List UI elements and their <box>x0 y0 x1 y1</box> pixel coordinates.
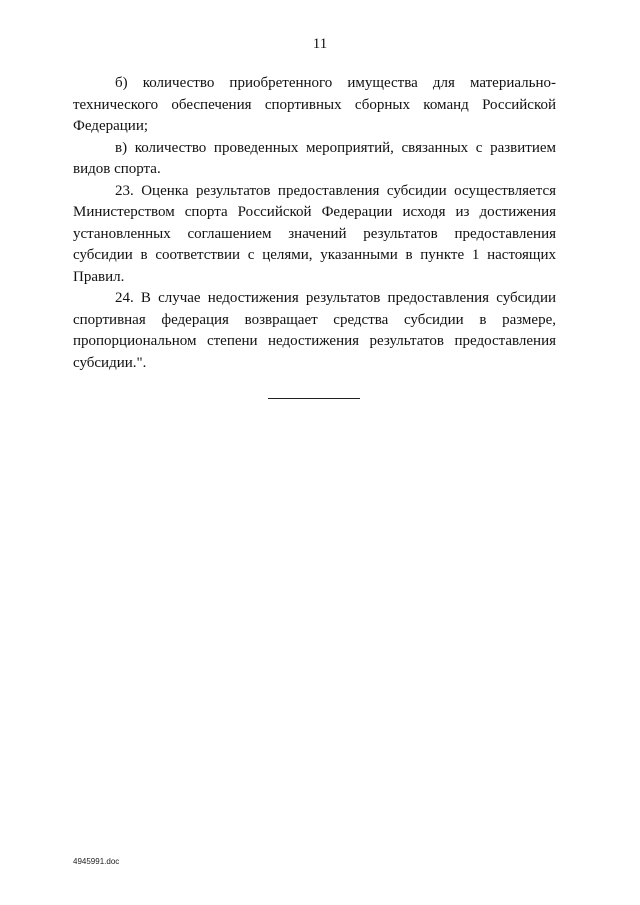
paragraph-23: 23. Оценка результатов предоставления субсидии осуществляется Министерством спорта Российской Федерации исходя из достижения установленных соглашением значений результатов предоставления субсидии в соответствии с целями, указанными в пункте 1 настоящих Правил. <box>73 182 556 285</box>
page-number: 11 <box>312 36 328 52</box>
end-divider <box>268 398 360 399</box>
paragraph-24: 24. В случае недостижения результатов предоставления субсидии спортивная федерация возвращает средства субсидии в размере, пропорциональном степени недостижения результатов предоставления субсидии.". <box>73 290 556 371</box>
paragraph-item-b: б) количество приобретенного имущества для материально-технического обеспечения спортивных сборных команд Российской Федерации; <box>73 75 556 134</box>
file-identifier: 4945991.doc <box>73 857 120 866</box>
document-body <box>73 73 556 374</box>
paragraph-item-v: в) количество проведенных мероприятий, связанных с развитием видов спорта. <box>73 139 556 177</box>
